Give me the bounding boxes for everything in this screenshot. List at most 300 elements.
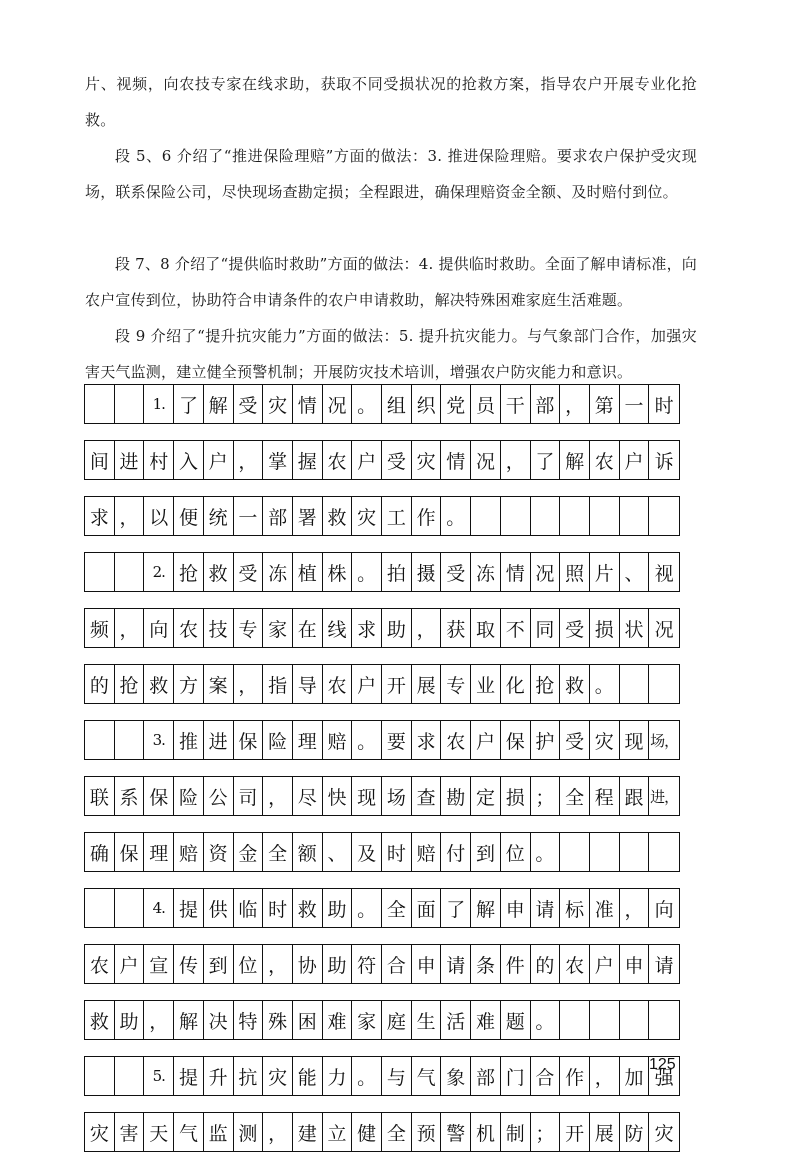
- grid-cell: 导: [293, 665, 323, 703]
- grid-cell: 测: [234, 1113, 264, 1151]
- grid-cell: 的: [85, 665, 115, 703]
- grid-cell: 专: [441, 665, 471, 703]
- grid-row: [84, 664, 680, 704]
- grid-cell: 家: [352, 1001, 382, 1039]
- grid-cell: 第: [590, 385, 620, 423]
- grid-cell: 农: [323, 441, 353, 479]
- grid-cell: 以: [144, 497, 174, 535]
- grid-cell: 向: [144, 609, 174, 647]
- grid-cell: 户: [620, 441, 650, 479]
- grid-row: [84, 776, 680, 816]
- grid-cell: 状: [620, 609, 650, 647]
- grid-cell: 。: [590, 665, 620, 703]
- grid-row: [84, 888, 680, 928]
- grid-cell: 司: [234, 777, 264, 815]
- grid-cell: [115, 553, 145, 591]
- grid-cell: 协: [293, 945, 323, 983]
- grid-cell: 庭: [382, 1001, 412, 1039]
- grid-cell: ；: [531, 1113, 561, 1151]
- grid-cell: 冻: [263, 553, 293, 591]
- grid-cell: 额: [293, 833, 323, 871]
- grid-cell: 能: [293, 1057, 323, 1095]
- grid-cell: 。: [352, 1057, 382, 1095]
- grid-cell: 技: [204, 609, 234, 647]
- grid-cell: 受: [234, 385, 264, 423]
- grid-cell: 全: [382, 889, 412, 927]
- grid-cell: 资: [204, 833, 234, 871]
- grid-cell: ；: [531, 777, 561, 815]
- grid-cell: 株: [323, 553, 353, 591]
- grid-cell: 系: [115, 777, 145, 815]
- grid-cell: 程: [590, 777, 620, 815]
- grid-cell: 农: [174, 609, 204, 647]
- grid-cell: 户: [204, 441, 234, 479]
- grid-cell: 勘: [441, 777, 471, 815]
- grid-cell: 灾: [85, 1113, 115, 1151]
- grid-cell: 保: [501, 721, 531, 759]
- grid-cell: ，: [115, 497, 145, 535]
- grid-cell: 抢: [174, 553, 204, 591]
- grid-cell: 气: [174, 1113, 204, 1151]
- grid-cell: [560, 833, 590, 871]
- grid-cell: 。: [531, 833, 561, 871]
- grid-cell: [531, 497, 561, 535]
- page-number: 125: [649, 1056, 676, 1073]
- grid-cell: [115, 721, 145, 759]
- grid-cell: 的: [531, 945, 561, 983]
- grid-cell: 申: [620, 945, 650, 983]
- grid-cell: 取: [471, 609, 501, 647]
- grid-cell: 受: [441, 553, 471, 591]
- grid-cell: [115, 385, 145, 423]
- grid-cell: [85, 385, 115, 423]
- grid-cell: 指: [263, 665, 293, 703]
- grid-cell: 。: [352, 385, 382, 423]
- paragraph-temporary-relief: 段 7、8 介绍了“提供临时救助”方面的做法：4. 提供临时救助。全面了解申请标准，向农户宣传到位，协助符合申请条件的农户申请救助，解决特殊困难家庭生活难题。: [85, 255, 697, 309]
- grid-cell: [85, 553, 115, 591]
- grid-cell: 。: [441, 497, 471, 535]
- grid-cell: 现: [352, 777, 382, 815]
- grid-cell: 救: [85, 1001, 115, 1039]
- grid-cell: 联: [85, 777, 115, 815]
- grid-cell: 织: [412, 385, 442, 423]
- grid-cell: 求: [85, 497, 115, 535]
- grid-cell: ，: [560, 385, 590, 423]
- grid-cell: 金: [234, 833, 264, 871]
- grid-cell: [560, 1001, 590, 1039]
- grid-cell: 。: [352, 889, 382, 927]
- grid-cell: 提: [174, 889, 204, 927]
- grid-row: [84, 440, 680, 480]
- grid-cell: 党: [441, 385, 471, 423]
- handwriting-answer-grid: [84, 384, 680, 1168]
- grid-cell: 门: [501, 1057, 531, 1095]
- grid-cell: 了: [441, 889, 471, 927]
- grid-cell: 况: [471, 441, 501, 479]
- grid-cell: 情: [293, 385, 323, 423]
- grid-row: [84, 832, 680, 872]
- grid-cell: [620, 665, 650, 703]
- grid-cell: 制: [501, 1113, 531, 1151]
- grid-cell: 到: [204, 945, 234, 983]
- grid-cell: 部: [263, 497, 293, 535]
- grid-cell: 位: [501, 833, 531, 871]
- grid-cell: 全: [263, 833, 293, 871]
- grid-cell: 灾: [654, 1122, 674, 1145]
- grid-cell: 统: [204, 497, 234, 535]
- grid-cell: 申: [412, 945, 442, 983]
- grid-cell: 到: [471, 833, 501, 871]
- grid-cell: 助: [115, 1001, 145, 1039]
- grid-cell: [620, 1001, 650, 1039]
- grid-cell: 农: [441, 721, 471, 759]
- grid-cell: 特: [234, 1001, 264, 1039]
- grid-cell: 时: [654, 394, 674, 417]
- grid-cell: 不: [501, 609, 531, 647]
- grid-cell: 照: [560, 553, 590, 591]
- grid-cell: 在: [293, 609, 323, 647]
- grid-cell: ，: [620, 889, 650, 927]
- grid-cell: 灾: [352, 497, 382, 535]
- grid-cell: 助: [382, 609, 412, 647]
- grid-row: [84, 608, 680, 648]
- grid-cell: 与: [382, 1057, 412, 1095]
- grid-cell: 天: [144, 1113, 174, 1151]
- grid-cell: [649, 1001, 679, 1039]
- grid-cell: 3.: [144, 721, 174, 759]
- grid-cell: 要: [382, 721, 412, 759]
- grid-cell: 2.: [144, 553, 174, 591]
- grid-cell: 部: [531, 385, 561, 423]
- grid-cell: 尽: [293, 777, 323, 815]
- grid-cell: 灾: [263, 1057, 293, 1095]
- grid-cell: 理: [293, 721, 323, 759]
- grid-cell: 。: [352, 553, 382, 591]
- grid-cell: 救: [144, 665, 174, 703]
- grid-cell: 查: [412, 777, 442, 815]
- paragraph-insurance-claims: 段 5、6 介绍了“推进保险理赔”方面的做法：3. 推进保险理赔。要求农户保护受灾现场，联系保险公司，尽快现场查勘定损；全程跟进，确保理赔资金全额、及时赔付到位。: [85, 147, 697, 201]
- paragraph-disaster-resistance: 段 9 介绍了“提升抗灾能力”方面的做法：5. 提升抗灾能力。与气象部门合作，加强灾害天气监测，建立健全预警机制；开展防灾技术培训，增强农户防灾能力和意识。: [85, 327, 697, 381]
- grid-cell: 场，: [650, 731, 679, 750]
- grid-cell: 生: [412, 1001, 442, 1039]
- grid-cell: 况: [323, 385, 353, 423]
- grid-cell: [501, 497, 531, 535]
- grid-cell: 象: [441, 1057, 471, 1095]
- grid-cell: 开: [560, 1113, 590, 1151]
- grid-cell: 强: [654, 1066, 674, 1089]
- grid-cell: 获: [441, 609, 471, 647]
- grid-cell: 灾: [412, 441, 442, 479]
- grid-cell: 一: [234, 497, 264, 535]
- grid-cell: 救: [323, 497, 353, 535]
- grid-cell: 难: [323, 1001, 353, 1039]
- grid-cell: 防: [620, 1113, 650, 1151]
- grid-cell: 受: [560, 609, 590, 647]
- grid-cell: 农: [590, 441, 620, 479]
- grid-cell: 定: [471, 777, 501, 815]
- grid-cell: 升: [204, 1057, 234, 1095]
- grid-cell: ，: [115, 609, 145, 647]
- grid-cell: 况: [531, 553, 561, 591]
- grid-cell: 困: [293, 1001, 323, 1039]
- grid-cell: 险: [174, 777, 204, 815]
- grid-cell: 化: [501, 665, 531, 703]
- grid-cell: 损: [590, 609, 620, 647]
- grid-cell: 户: [352, 665, 382, 703]
- grid-cell: 快: [323, 777, 353, 815]
- grid-cell: 符: [352, 945, 382, 983]
- grid-cell: 险: [263, 721, 293, 759]
- grid-cell: 解: [174, 1001, 204, 1039]
- grid-cell: 时: [382, 833, 412, 871]
- grid-cell: 现: [620, 721, 650, 759]
- grid-cell: 气: [412, 1057, 442, 1095]
- grid-cell: 进: [204, 721, 234, 759]
- grid-cell: 作: [560, 1057, 590, 1095]
- grid-cell: 展: [590, 1113, 620, 1151]
- grid-cell: 活: [441, 1001, 471, 1039]
- grid-cell: [85, 889, 115, 927]
- grid-cell: 、: [620, 553, 650, 591]
- grid-cell: 干: [501, 385, 531, 423]
- grid-cell: 线: [323, 609, 353, 647]
- grid-cell: ，: [412, 609, 442, 647]
- grid-cell: 家: [263, 609, 293, 647]
- grid-cell: 请: [531, 889, 561, 927]
- grid-cell: [560, 497, 590, 535]
- grid-cell: [471, 497, 501, 535]
- grid-cell: 位: [234, 945, 264, 983]
- grid-cell: 员: [471, 385, 501, 423]
- grid-cell: 。: [352, 721, 382, 759]
- grid-cell: 提: [174, 1057, 204, 1095]
- grid-cell: 健: [352, 1113, 382, 1151]
- grid-cell: 片: [590, 553, 620, 591]
- grid-cell: 解: [204, 385, 234, 423]
- grid-row: [84, 496, 680, 536]
- grid-cell: ，: [263, 777, 293, 815]
- grid-cell: 合: [382, 945, 412, 983]
- grid-cell: 抢: [531, 665, 561, 703]
- grid-cell: 求: [352, 609, 382, 647]
- grid-cell: 一: [620, 385, 650, 423]
- grid-cell: 供: [204, 889, 234, 927]
- grid-cell: 损: [501, 777, 531, 815]
- grid-cell: 掌: [263, 441, 293, 479]
- grid-cell: 。: [531, 1001, 561, 1039]
- grid-cell: 组: [382, 385, 412, 423]
- grid-cell: [590, 833, 620, 871]
- grid-cell: [590, 497, 620, 535]
- grid-cell: 全: [560, 777, 590, 815]
- grid-cell: 了: [174, 385, 204, 423]
- grid-cell: 助: [323, 889, 353, 927]
- grid-cell: 农: [560, 945, 590, 983]
- grid-cell: 受: [382, 441, 412, 479]
- grid-cell: 案: [204, 665, 234, 703]
- grid-cell: 准: [590, 889, 620, 927]
- grid-cell: 全: [382, 1113, 412, 1151]
- grid-cell: ，: [590, 1057, 620, 1095]
- grid-cell: 署: [293, 497, 323, 535]
- grid-cell: 方: [174, 665, 204, 703]
- grid-cell: ，: [501, 441, 531, 479]
- grid-cell: 立: [323, 1113, 353, 1151]
- grid-cell: 农: [323, 665, 353, 703]
- grid-cell: [649, 833, 679, 871]
- grid-cell: 保: [144, 777, 174, 815]
- grid-cell: 摄: [412, 553, 442, 591]
- grid-cell: 确: [85, 833, 115, 871]
- grid-row: [84, 944, 680, 984]
- grid-cell: 推: [174, 721, 204, 759]
- grid-cell: 5.: [144, 1057, 174, 1095]
- grid-cell: 时: [263, 889, 293, 927]
- grid-cell: 救: [560, 665, 590, 703]
- grid-cell: 频: [85, 609, 115, 647]
- grid-cell: 向: [654, 898, 674, 921]
- grid-cell: 公: [204, 777, 234, 815]
- grid-cell: 诉: [654, 450, 674, 473]
- grid-cell: 监: [204, 1113, 234, 1151]
- grid-cell: 户: [590, 945, 620, 983]
- grid-cell: 救: [293, 889, 323, 927]
- grid-cell: [620, 833, 650, 871]
- paragraph-continuation: 片、视频，向农技专家在线求助，获取不同受损状况的抢救方案，指导农户开展专业化抢救。: [85, 75, 697, 129]
- grid-cell: 临: [234, 889, 264, 927]
- grid-cell: [590, 1001, 620, 1039]
- grid-cell: 理: [144, 833, 174, 871]
- grid-cell: 机: [471, 1113, 501, 1151]
- grid-cell: 求: [412, 721, 442, 759]
- grid-cell: 入: [174, 441, 204, 479]
- grid-cell: 灾: [590, 721, 620, 759]
- grid-cell: 专: [234, 609, 264, 647]
- grid-cell: 进，: [650, 787, 679, 806]
- grid-cell: [115, 1057, 145, 1095]
- grid-cell: 1.: [144, 385, 174, 423]
- grid-cell: [649, 497, 679, 535]
- grid-cell: 请: [441, 945, 471, 983]
- grid-cell: 付: [441, 833, 471, 871]
- grid-cell: 了: [531, 441, 561, 479]
- grid-cell: 加: [620, 1057, 650, 1095]
- grid-row: [84, 552, 680, 592]
- grid-cell: 作: [412, 497, 442, 535]
- grid-cell: 申: [501, 889, 531, 927]
- grid-cell: 建: [293, 1113, 323, 1151]
- grid-cell: 保: [234, 721, 264, 759]
- grid-cell: [649, 665, 679, 703]
- grid-cell: 条: [471, 945, 501, 983]
- grid-cell: 况: [654, 618, 674, 641]
- grid-cell: 4.: [144, 889, 174, 927]
- grid-cell: 工: [382, 497, 412, 535]
- grid-cell: 题: [501, 1001, 531, 1039]
- grid-cell: 同: [531, 609, 561, 647]
- grid-cell: 害: [115, 1113, 145, 1151]
- grid-cell: 业: [471, 665, 501, 703]
- grid-cell: ，: [234, 665, 264, 703]
- grid-cell: 受: [234, 553, 264, 591]
- grid-row: [84, 384, 680, 424]
- grid-cell: 部: [471, 1057, 501, 1095]
- grid-cell: 间: [85, 441, 115, 479]
- grid-cell: [85, 721, 115, 759]
- grid-cell: [85, 1057, 115, 1095]
- grid-cell: 植: [293, 553, 323, 591]
- grid-cell: 护: [531, 721, 561, 759]
- grid-row: [84, 1056, 680, 1096]
- grid-cell: 场: [382, 777, 412, 815]
- grid-cell: 面: [412, 889, 442, 927]
- grid-cell: ，: [144, 1001, 174, 1039]
- grid-cell: 标: [560, 889, 590, 927]
- grid-cell: 合: [531, 1057, 561, 1095]
- grid-cell: 进: [115, 441, 145, 479]
- grid-cell: 保: [115, 833, 145, 871]
- grid-cell: 件: [501, 945, 531, 983]
- grid-cell: 赔: [174, 833, 204, 871]
- grid-cell: 及: [352, 833, 382, 871]
- grid-cell: 抢: [115, 665, 145, 703]
- grid-cell: 解: [560, 441, 590, 479]
- grid-cell: 警: [441, 1113, 471, 1151]
- grid-cell: 展: [412, 665, 442, 703]
- grid-cell: 、: [323, 833, 353, 871]
- grid-cell: ，: [263, 1113, 293, 1151]
- grid-cell: 抗: [234, 1057, 264, 1095]
- grid-cell: 跟: [620, 777, 650, 815]
- grid-cell: 传: [174, 945, 204, 983]
- grid-cell: 宣: [144, 945, 174, 983]
- grid-cell: 户: [115, 945, 145, 983]
- grid-cell: ，: [234, 441, 264, 479]
- grid-cell: 决: [204, 1001, 234, 1039]
- grid-cell: [115, 889, 145, 927]
- grid-cell: 村: [144, 441, 174, 479]
- grid-cell: 解: [471, 889, 501, 927]
- grid-cell: 便: [174, 497, 204, 535]
- grid-cell: 农: [85, 945, 115, 983]
- grid-cell: 殊: [263, 1001, 293, 1039]
- grid-cell: 救: [204, 553, 234, 591]
- grid-row: [84, 720, 680, 760]
- grid-cell: 难: [471, 1001, 501, 1039]
- grid-cell: 力: [323, 1057, 353, 1095]
- grid-row: [84, 1112, 680, 1152]
- grid-cell: 助: [323, 945, 353, 983]
- grid-cell: 灾: [263, 385, 293, 423]
- grid-cell: 情: [501, 553, 531, 591]
- grid-cell: 赔: [323, 721, 353, 759]
- grid-cell: ，: [263, 945, 293, 983]
- grid-cell: 请: [654, 954, 674, 977]
- grid-cell: 赔: [412, 833, 442, 871]
- grid-cell: 握: [293, 441, 323, 479]
- grid-cell: 受: [560, 721, 590, 759]
- grid-cell: 开: [382, 665, 412, 703]
- grid-cell: 冻: [471, 553, 501, 591]
- grid-cell: 拍: [382, 553, 412, 591]
- grid-cell: 预: [412, 1113, 442, 1151]
- grid-cell: 户: [471, 721, 501, 759]
- grid-cell: 视: [654, 562, 674, 585]
- grid-cell: [620, 497, 650, 535]
- grid-row: [84, 1000, 680, 1040]
- grid-cell: 情: [441, 441, 471, 479]
- grid-cell: 户: [352, 441, 382, 479]
